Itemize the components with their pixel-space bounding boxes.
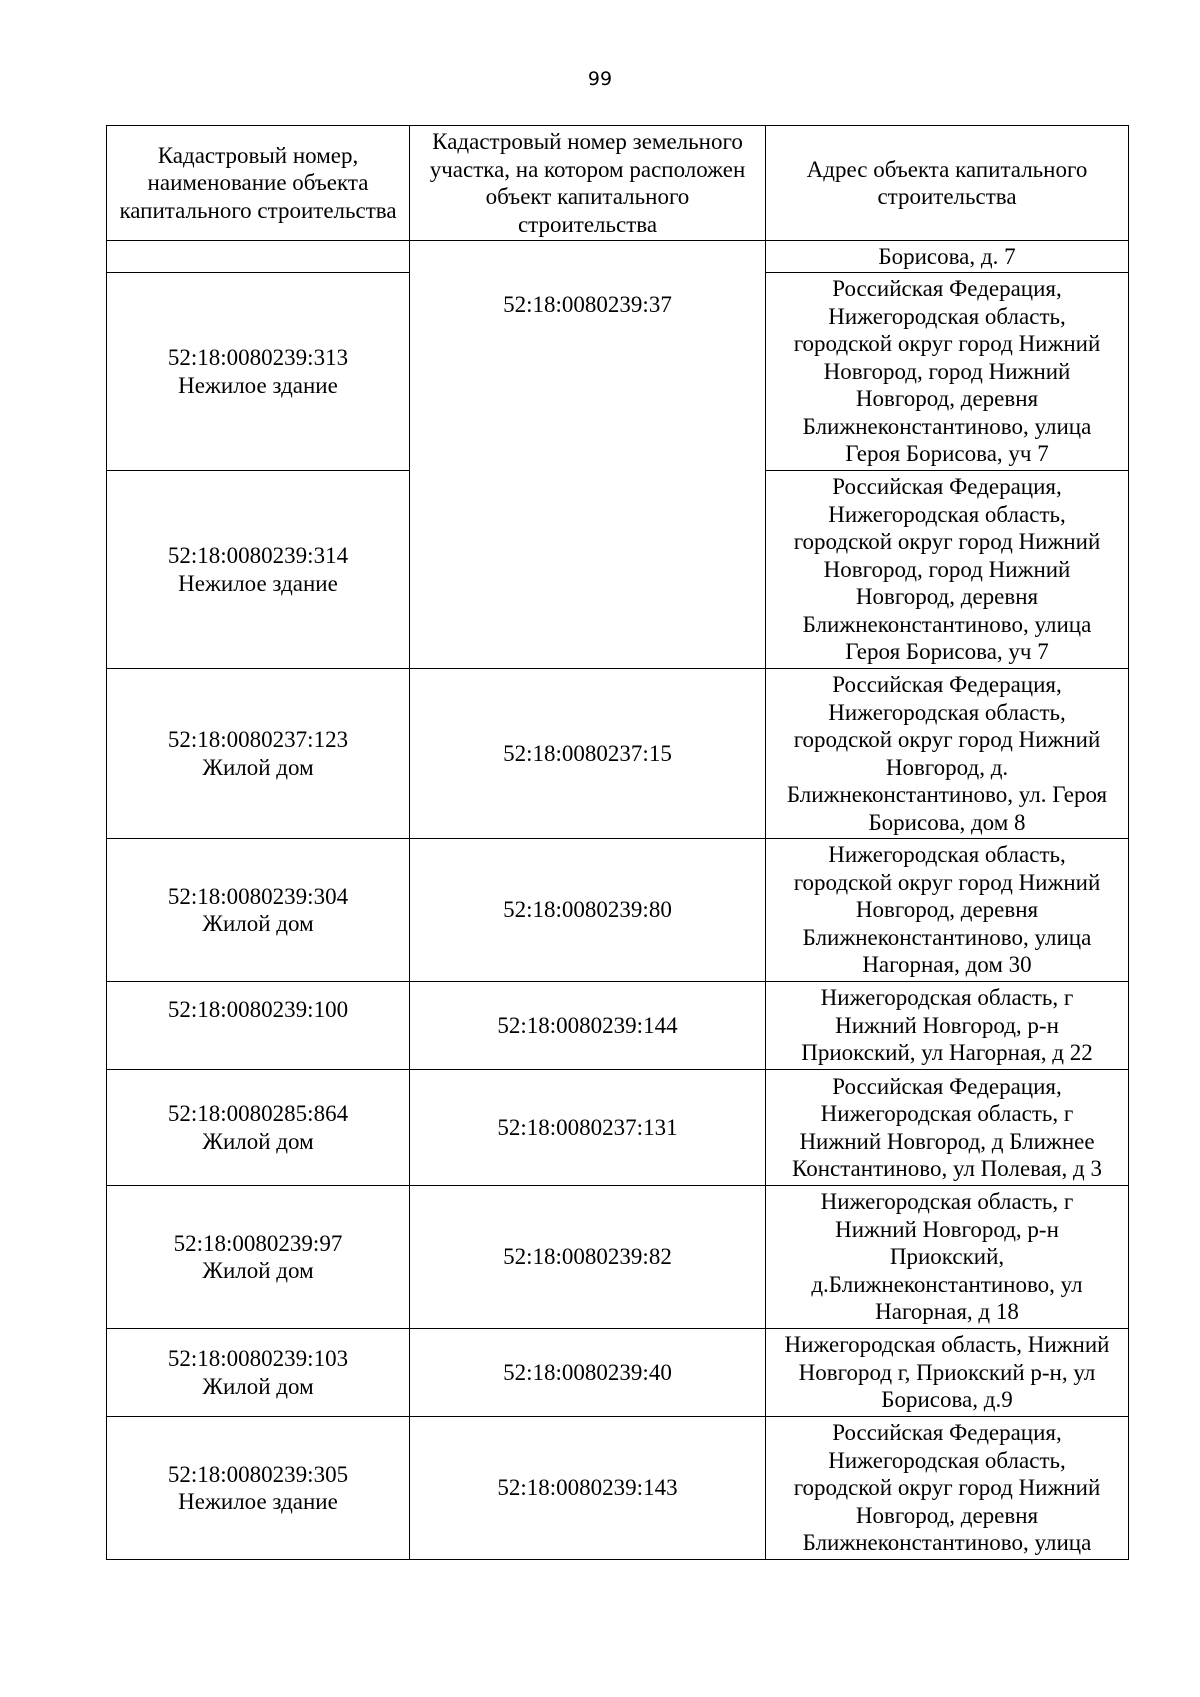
header-object-cadastral: Кадастровый номер, наименование объекта капитального строительства — [107, 126, 410, 241]
table-row — [107, 1070, 1129, 1186]
land-cell: 52:18:0080239:144 — [410, 982, 766, 1070]
object-cell — [107, 241, 410, 273]
object-cell: 52:18:0080239:305 Нежилое здание — [107, 1417, 410, 1560]
land-cell: 52:18:0080239:82 — [410, 1186, 766, 1329]
object-cell: 52:18:0080239:313 Нежилое здание — [107, 273, 410, 471]
land-cell: 52:18:0080239:37 — [410, 241, 766, 669]
table-row-continuation — [107, 241, 1129, 273]
header-address: Адрес объекта капитального строительства — [766, 126, 1129, 241]
address-cell: Нижегородская область, Нижний Новгород г, Приокский р-н, ул Борисова, д.9 — [766, 1329, 1129, 1417]
object-cell: 52:18:0080239:304 Жилой дом — [107, 839, 410, 982]
object-cell: 52:18:0080237:123 Жилой дом — [107, 669, 410, 839]
address-cell: Борисова, д. 7 — [766, 241, 1129, 273]
address-cell: Российская Федерация, Нижегородская область, г Нижний Новгород, д Ближнее Константиново, ул Полевая, д 3 — [766, 1070, 1129, 1186]
address-cell: Российская Федерация, Нижегородская область, городской округ город Нижний Новгород, город Нижний Новгород, деревня Ближнеконстантиново, улица Героя Борисова, уч 7 — [766, 273, 1129, 471]
table-row — [107, 1329, 1129, 1417]
address-cell: Российская Федерация, Нижегородская область, городской округ город Нижний Новгород, город Нижний Новгород, деревня Ближнеконстантиново, улица Героя Борисова, уч 7 — [766, 471, 1129, 669]
address-cell: Нижегородская область, г Нижний Новгород, р-н Приокский, д.Ближнеконстантиново, ул Нагорная, д 18 — [766, 1186, 1129, 1329]
object-cell: 52:18:0080239:314 Нежилое здание — [107, 471, 410, 669]
address-cell: Нижегородская область, г Нижний Новгород, р-н Приокский, ул Нагорная, д 22 — [766, 982, 1129, 1070]
object-cell: 52:18:0080239:103 Жилой дом — [107, 1329, 410, 1417]
land-cell: 52:18:0080239:80 — [410, 839, 766, 982]
header-land-cadastral: Кадастровый номер земельного участка, на котором расположен объект капитального строительства — [410, 126, 766, 241]
table-row — [107, 669, 1129, 839]
land-cell: 52:18:0080239:40 — [410, 1329, 766, 1417]
table-row — [107, 1417, 1129, 1560]
table-header-row — [107, 126, 1129, 241]
object-cell: 52:18:0080285:864 Жилой дом — [107, 1070, 410, 1186]
land-cell: 52:18:0080237:15 — [410, 669, 766, 839]
land-cell: 52:18:0080237:131 — [410, 1070, 766, 1186]
table-row — [107, 839, 1129, 982]
object-cell: 52:18:0080239:97 Жилой дом — [107, 1186, 410, 1329]
table-row — [107, 1186, 1129, 1329]
address-cell: Российская Федерация, Нижегородская область, городской округ город Нижний Новгород, д. Ближнеконстантиново, ул. Героя Борисова, дом 8 — [766, 669, 1129, 839]
object-cell: 52:18:0080239:100 — [107, 982, 410, 1070]
page-number: 99 — [587, 68, 613, 90]
land-cell: 52:18:0080239:143 — [410, 1417, 766, 1560]
address-cell: Российская Федерация, Нижегородская область, городской округ город Нижний Новгород, деревня Ближнеконстантиново, улица — [766, 1417, 1129, 1560]
table-row — [107, 982, 1129, 1070]
address-cell: Нижегородская область, городской округ город Нижний Новгород, деревня Ближнеконстантиново, улица Нагорная, дом 30 — [766, 839, 1129, 982]
registry-table — [106, 125, 1129, 1560]
